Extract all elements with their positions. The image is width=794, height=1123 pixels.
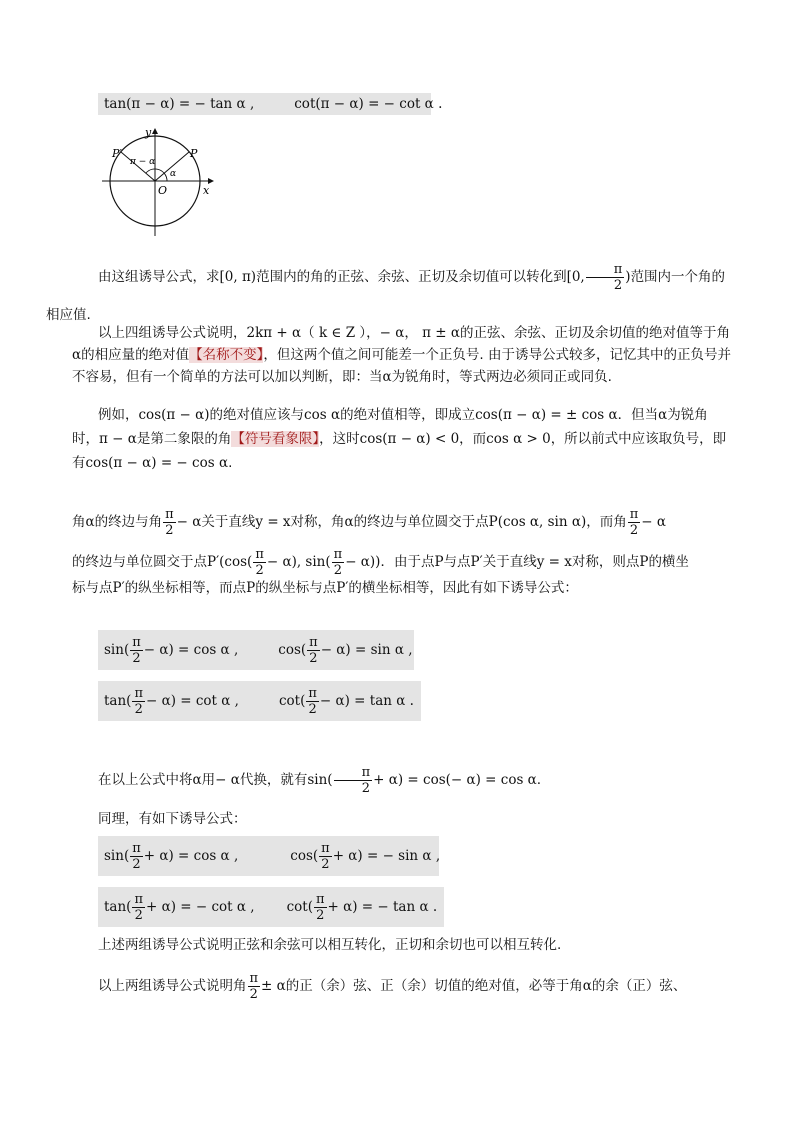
unit-circle-diagram — [100, 126, 220, 238]
highlight-sign-quadrant: 【符号看象限】 — [231, 431, 320, 447]
math: cos( — [290, 847, 319, 864]
math: P′ — [336, 580, 349, 596]
denominator: 2 — [613, 277, 623, 293]
math: − α) = cos α , — [143, 641, 239, 658]
text: 由这组诱导公式，求 — [98, 269, 220, 285]
math: − α) = tan α . — [319, 692, 414, 709]
fraction-pi-over-2 — [132, 687, 145, 716]
formula-box-half-pi-minus-sin-cos — [98, 630, 414, 670]
fraction-pi-over-2 — [130, 842, 143, 871]
label-p: P — [190, 147, 198, 160]
math: P′ — [112, 580, 125, 596]
fraction-pi-over-2 — [319, 842, 332, 871]
denominator: 2 — [165, 522, 174, 538]
math: sin( — [104, 847, 130, 864]
text: ．但当 — [617, 407, 659, 423]
text: 的正（余）弦、正（余）切值的绝对值，必等于角 — [285, 978, 583, 994]
text: . — [228, 455, 233, 471]
paragraph-conclusion — [98, 966, 738, 1006]
denominator: 2 — [134, 907, 143, 923]
math: sin( — [104, 641, 130, 658]
math: P — [639, 554, 649, 570]
math: cos α > 0 — [486, 431, 551, 447]
math: P — [434, 554, 444, 570]
label-x: x — [203, 184, 210, 197]
paragraph-mutual-conversion — [98, 934, 758, 956]
text: 标与点 — [72, 580, 113, 596]
paragraph-four-groups — [72, 322, 732, 388]
fraction-pi-over-2 — [314, 893, 327, 922]
math: − α)) — [345, 554, 381, 570]
text: 关于直线 — [482, 554, 537, 570]
denominator: 2 — [333, 562, 343, 578]
label-p-prime: P′ — [112, 147, 122, 160]
text: 用 — [201, 772, 216, 788]
fraction-pi-over-2 — [306, 687, 319, 716]
highlight-name-unchanged: 【名称不变】 — [189, 347, 264, 363]
text: ．由于点 — [380, 554, 435, 570]
numerator: π — [132, 634, 141, 650]
text: 与点 — [443, 554, 471, 570]
paragraph-example — [72, 403, 732, 475]
text: 的横坐 — [648, 554, 689, 570]
text: 以上两组诱导公式说明角 — [98, 978, 247, 994]
text: 在以上公式中将 — [98, 772, 193, 788]
math: 2kπ + α（ k ∈ Z ），− α， π ± α — [246, 325, 461, 341]
numerator: π — [249, 970, 259, 986]
math: ) — [625, 269, 631, 285]
denominator: 2 — [132, 856, 141, 872]
math: P′(cos( — [207, 554, 253, 570]
numerator: π — [255, 546, 264, 562]
formula-tan-half-pi-plus — [104, 893, 255, 922]
text: 的绝对值相等，即成立 — [340, 407, 476, 423]
math: α — [85, 514, 95, 530]
math: π − α — [99, 431, 137, 447]
math: P(cos α, sin α) — [488, 514, 587, 530]
text: 的纵坐标与点 — [255, 580, 337, 596]
fraction-pi-over-2 — [586, 263, 625, 292]
denominator: 2 — [321, 856, 330, 872]
denominator: 2 — [134, 701, 143, 717]
math: α — [382, 369, 392, 385]
denominator: 2 — [309, 650, 318, 666]
fraction-pi-over-2 — [307, 636, 320, 665]
numerator: π — [308, 685, 317, 701]
math: y = x — [255, 514, 291, 530]
math: − α) = sin α , — [320, 641, 413, 658]
numerator: π — [134, 891, 143, 907]
text: 的正弦、余弦、正切及余切值的绝对值等于角 — [460, 325, 731, 341]
formula-cos-half-pi-minus — [278, 636, 412, 665]
formula-cot-half-pi-minus — [279, 687, 414, 716]
text: 代换，就有 — [239, 772, 308, 788]
math: cos( — [278, 641, 307, 658]
text: 范围内一个角的 — [630, 269, 726, 285]
math: P — [246, 580, 256, 596]
formula-box-half-pi-plus-sin-cos — [98, 836, 439, 876]
text: ，而角 — [586, 514, 627, 530]
text: 为锐角时， — [72, 407, 708, 447]
math: − α — [176, 514, 202, 530]
text: 为锐角时，等式两边必须同正或同负. — [391, 369, 612, 385]
math: + α) = − tan α . — [327, 898, 438, 915]
denominator: 2 — [316, 907, 325, 923]
math-range: [0, π) — [219, 269, 257, 285]
text: ，所以前式中应该取负号，即有 — [72, 431, 727, 471]
math: cot( — [286, 898, 313, 915]
text: 同理，有如下诱导公式： — [98, 811, 247, 827]
fraction-pi-over-2 — [628, 508, 641, 537]
text: 的相应量的绝对值 — [81, 347, 190, 363]
denominator: 2 — [249, 986, 258, 1002]
math: α — [344, 514, 354, 530]
math: α — [582, 978, 592, 994]
text: 的纵坐标相等，而点 — [124, 580, 247, 596]
text: 的绝对值应该与 — [209, 407, 305, 423]
text: 的横坐标相等，因此有如下诱导公式： — [348, 580, 578, 596]
formula-box-half-pi-plus-tan-cot — [98, 887, 444, 927]
denominator: 2 — [361, 780, 370, 796]
denominator: 2 — [132, 650, 141, 666]
math: α — [72, 347, 82, 363]
fraction-pi-over-2 — [130, 636, 143, 665]
math: [0, — [566, 269, 585, 285]
formula-tan-pi-minus: tan(π − α) = − tan α , — [104, 96, 255, 112]
formula-box-pi-minus-tan-cot — [98, 93, 443, 115]
fraction-pi-over-2 — [248, 972, 261, 1001]
math: α — [658, 407, 668, 423]
numerator: π — [132, 840, 141, 856]
math: ± α — [261, 978, 286, 994]
fraction-pi-over-2 — [332, 548, 345, 577]
math: tan( — [104, 898, 132, 915]
math: + α) = − cot α , — [145, 898, 255, 915]
fraction-pi-over-2 — [132, 893, 145, 922]
formula-box-half-pi-minus-tan-cot — [98, 681, 421, 721]
text: 的终边与角 — [94, 514, 163, 530]
math: sin( — [307, 772, 333, 788]
y-axis-arrow — [152, 128, 158, 134]
math: + α) = cos(− α) = cos α — [373, 772, 537, 788]
fraction-pi-over-2 — [163, 508, 176, 537]
paragraph-similarly — [72, 808, 732, 830]
denominator: 2 — [629, 522, 639, 538]
math: tan( — [104, 692, 132, 709]
denominator: 2 — [308, 701, 317, 717]
text: 关于直线 — [201, 514, 256, 530]
numerator: π — [321, 840, 330, 856]
math: cos α — [304, 407, 341, 423]
text: ，这时 — [319, 431, 360, 447]
math: y = x — [536, 554, 572, 570]
text: 以上四组诱导公式说明， — [98, 325, 247, 341]
numerator: π — [333, 546, 343, 562]
numerator: π — [165, 506, 174, 522]
text: 的终边与单位圆交于点 — [72, 554, 207, 570]
math: + α) = − sin α , — [332, 847, 441, 864]
numerator: π — [586, 263, 625, 278]
numerator: π — [315, 891, 325, 907]
formula-cot-half-pi-plus — [287, 893, 438, 922]
text: 相应值. — [46, 307, 91, 323]
math: cos(π − α) < 0 — [359, 431, 460, 447]
formula-sin-half-pi-minus — [104, 636, 238, 665]
text: 例如， — [98, 407, 139, 423]
denominator: 2 — [255, 562, 264, 578]
text: 角 — [72, 514, 86, 530]
math: cot( — [278, 692, 306, 709]
text: 上述两组诱导公式说明正弦和余弦可以相互转化，正切和余切也可以相互转化. — [98, 937, 562, 953]
math: − α) = cot α , — [145, 692, 239, 709]
paragraph-substitution — [72, 760, 732, 800]
text: 范围内的角的正弦、余弦、正切及余切值可以转化到 — [256, 269, 567, 285]
numerator: π — [629, 506, 639, 522]
label-o: O — [158, 184, 168, 197]
math: cos(π − α) — [138, 407, 210, 423]
math: cos(π − α) = − cos α — [85, 455, 229, 471]
label-alpha: α — [170, 169, 177, 179]
text: ，而 — [459, 431, 487, 447]
numerator: π — [134, 685, 143, 701]
math: − α — [641, 514, 667, 530]
text: 是第二象限的角 — [136, 431, 232, 447]
text: 对称，角 — [290, 514, 345, 530]
numerator: π — [334, 766, 373, 781]
math: − α — [215, 772, 240, 788]
formula-cos-half-pi-plus — [290, 842, 440, 871]
text: . — [536, 772, 542, 788]
math: P′ — [470, 554, 483, 570]
formula-tan-half-pi-minus — [104, 687, 239, 716]
math: − α), sin( — [266, 554, 331, 570]
numerator: π — [309, 634, 318, 650]
text: ，但这两个值之间可能差一个正负号. 由于诱导公式较多，记忆其中的正负号并不容易，但有一个简单的方法可以加以判断，即：当 — [72, 347, 731, 385]
text: 的终边与单位圆交于点 — [353, 514, 489, 530]
math: + α) = cos α , — [143, 847, 239, 864]
text: 对称，则点 — [571, 554, 640, 570]
math: cos(π − α) = ± cos α — [475, 407, 618, 423]
label-y: y — [145, 126, 152, 139]
formula-sin-half-pi-plus — [104, 842, 238, 871]
math: α — [192, 772, 202, 788]
fraction-pi-over-2 — [253, 548, 266, 577]
paragraph-symmetry — [72, 502, 732, 600]
fraction-pi-over-2 — [334, 766, 373, 795]
label-pi-minus-alpha: π − α — [130, 157, 156, 167]
formula-cot-pi-minus: cot(π − α) = − cot α . — [294, 96, 443, 112]
text: 的余（正）弦、 — [591, 978, 687, 994]
